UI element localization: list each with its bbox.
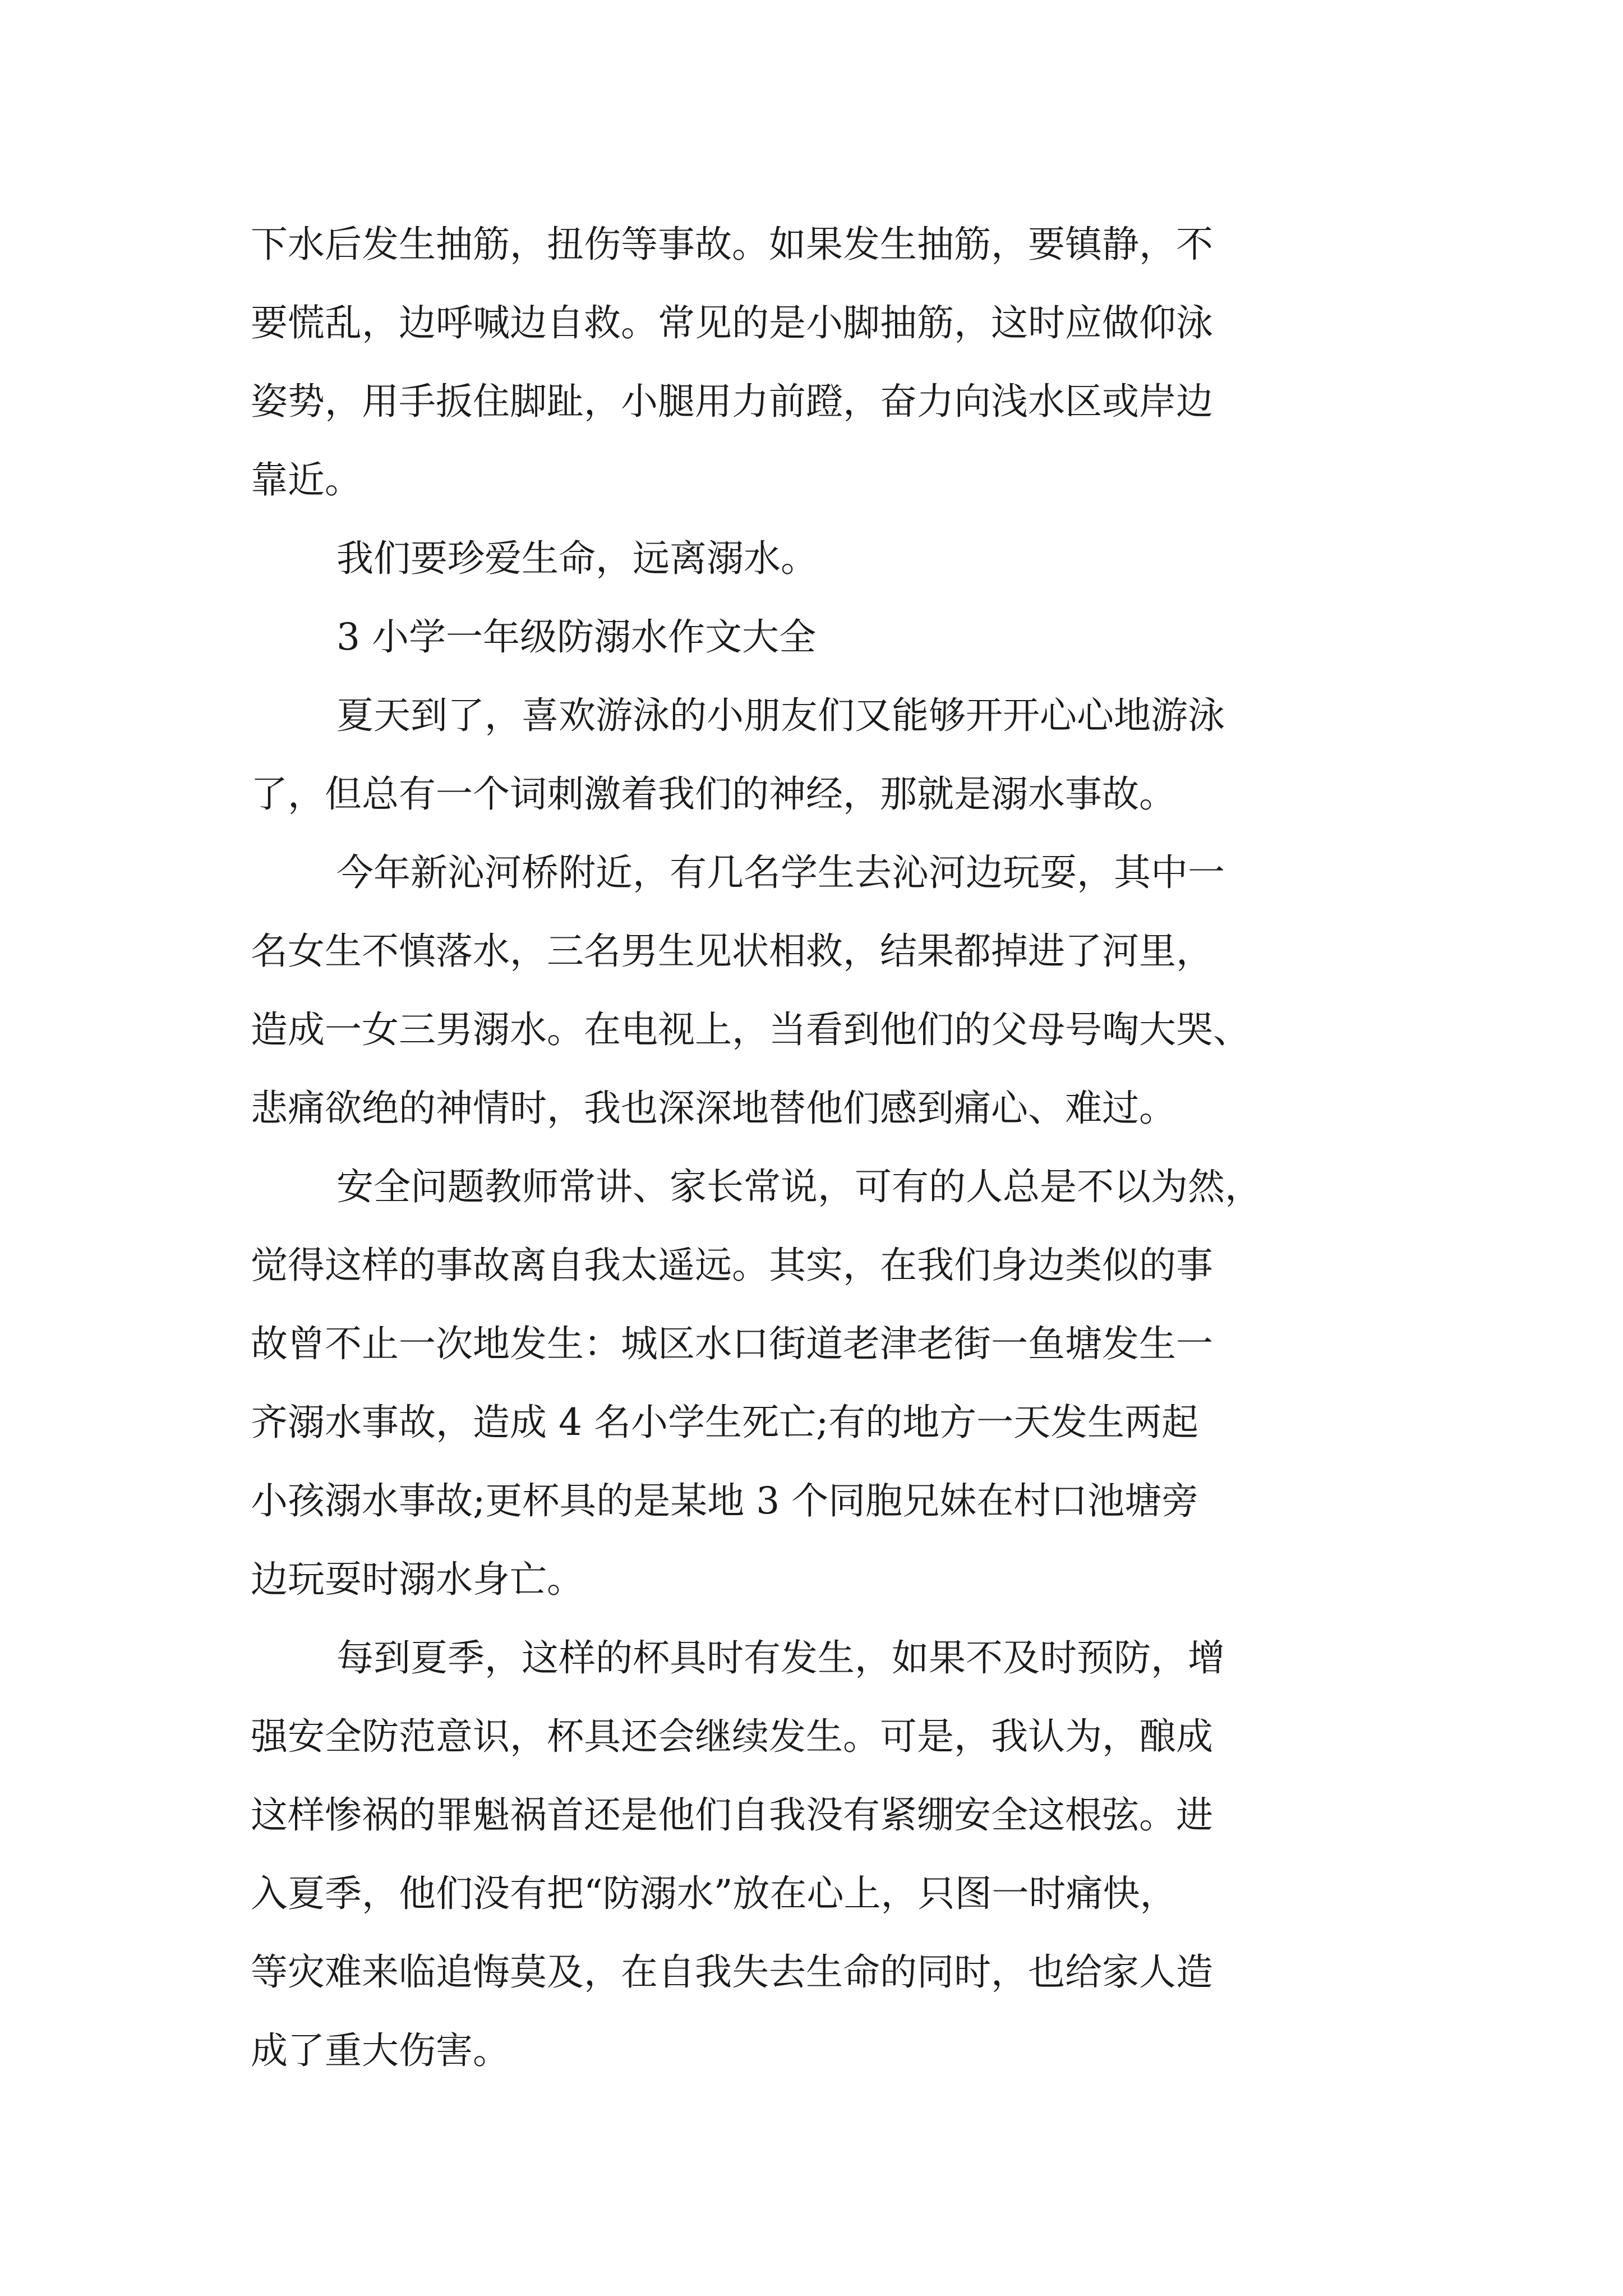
text-line: 觉得这样的事故离自我太遥远。其实，在我们身边类似的事 [251, 1244, 1213, 1287]
text-line: 今年新沁河桥附近，有几名学生去沁河边玩耍，其中一 [336, 851, 1225, 894]
text-line: 姿势，用手扳住脚趾，小腿用力前蹬，奋力向浅水区或岸边 [251, 380, 1213, 423]
text-line: 造成一女三男溺水。在电视上，当看到他们的父母号啕大哭、 [251, 1008, 1250, 1051]
text-line: 我们要珍爱生命，远离溺水。 [336, 537, 818, 580]
text-line: 故曾不止一次地发生：城区水口街道老津老街一鱼塘发生一 [251, 1322, 1213, 1365]
text-line: 强安全防范意识，杯具还会继续发生。可是，我认为，酿成 [251, 1715, 1213, 1758]
text-line: 小孩溺水事故;更杯具的是某地 3 个同胞兄妹在村口池塘旁 [251, 1479, 1199, 1522]
section-heading: 3 小学一年级防溺水作文大全 [336, 615, 816, 659]
text-line: 要慌乱，边呼喊边自救。常见的是小脚抽筋，这时应做仰泳 [251, 301, 1213, 344]
text-line: 名女生不慎落水，三名男生见状相救，结果都掉进了河里， [251, 930, 1213, 973]
text-line: 成了重大伤害。 [251, 2029, 510, 2072]
text-line: 齐溺水事故，造成 4 名小学生死亡;有的地方一天发生两起 [251, 1401, 1199, 1444]
text-line: 边玩耍时溺水身亡。 [251, 1558, 584, 1601]
text-line: 等灾难来临追悔莫及，在自我失去生命的同时，也给家人造 [251, 1950, 1213, 1994]
text-line: 每到夏季，这样的杯具时有发生，如果不及时预防，增 [336, 1636, 1225, 1680]
text-line: 这样惨祸的罪魁祸首还是他们自我没有紧绷安全这根弦。进 [251, 1793, 1213, 1837]
text-line: 靠近。 [251, 458, 362, 501]
text-line: 了，但总有一个词刺激着我们的神经，那就是溺水事故。 [251, 772, 1176, 816]
text-line: 夏天到了，喜欢游泳的小朋友们又能够开开心心地游泳 [336, 694, 1225, 737]
text-line: 安全问题教师常讲、家长常说，可有的人总是不以为然， [336, 1165, 1262, 1208]
text-line: 入夏季，他们没有把“防溺水”放在心上，只图一时痛快， [251, 1872, 1177, 1915]
text-line: 下水后发生抽筋，扭伤等事故。如果发生抽筋，要镇静，不 [251, 223, 1213, 266]
text-line: 悲痛欲绝的神情时，我也深深地替他们感到痛心、难过。 [251, 1087, 1176, 1130]
